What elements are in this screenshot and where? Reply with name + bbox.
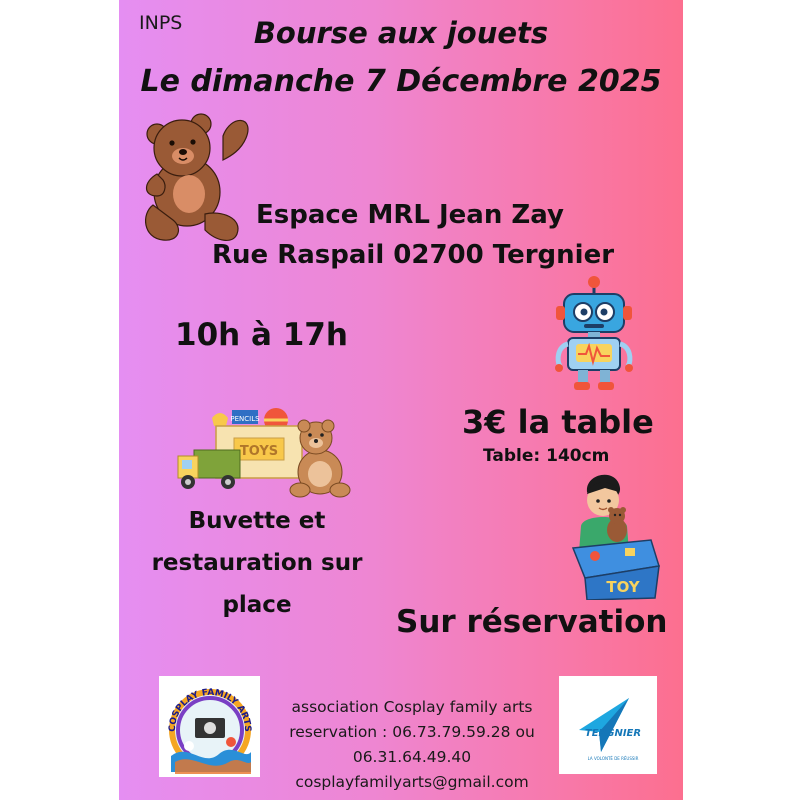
venue-name: Espace MRL Jean Zay [256,200,564,230]
table-size: Table: 140cm [483,446,610,466]
reservation-note: Sur réservation [396,604,668,640]
cosplay-logo-text: COSPLAY FAMILY ARTS [167,687,253,732]
refreshment-line-1: Buvette et [188,508,326,534]
cosplay-family-arts-logo [159,676,260,777]
child-with-toys-icon [565,470,660,600]
venue-address: Rue Raspail 02700 Tergnier [212,240,615,270]
toy-box-icon [176,398,354,498]
svg-text:TOY: TOY [606,578,640,596]
contact-phone: 06.31.64.49.40 [352,748,472,766]
opening-hours: 10h à 17h [175,317,348,353]
contact-email: cosplayfamilyarts@gmail.com [295,773,529,791]
tergnier-logo [559,676,657,774]
svg-text:TOYS: TOYS [239,444,279,459]
contact-reservation: reservation : 06.73.79.59.28 ou [289,723,535,741]
teddy-bear-icon [139,110,251,245]
table-price: 3€ la table [462,403,654,441]
refreshment-line-2: restauration sur [151,550,363,576]
event-title: Bourse aux jouets [253,16,549,50]
tergnier-tagline: LA VOLONTÉ DE RÉUSSIR [587,756,639,761]
event-date: Le dimanche 7 Décembre 2025 [140,64,662,99]
refreshment-line-3: place [222,592,292,618]
organizer-label: INPS [139,12,183,34]
tergnier-logo-text: TERGNIER [584,728,642,739]
contact-association: association Cosplay family arts [291,698,533,716]
robot-icon [554,274,634,394]
svg-text:PENCILS: PENCILS [230,415,260,423]
event-poster [119,0,683,800]
